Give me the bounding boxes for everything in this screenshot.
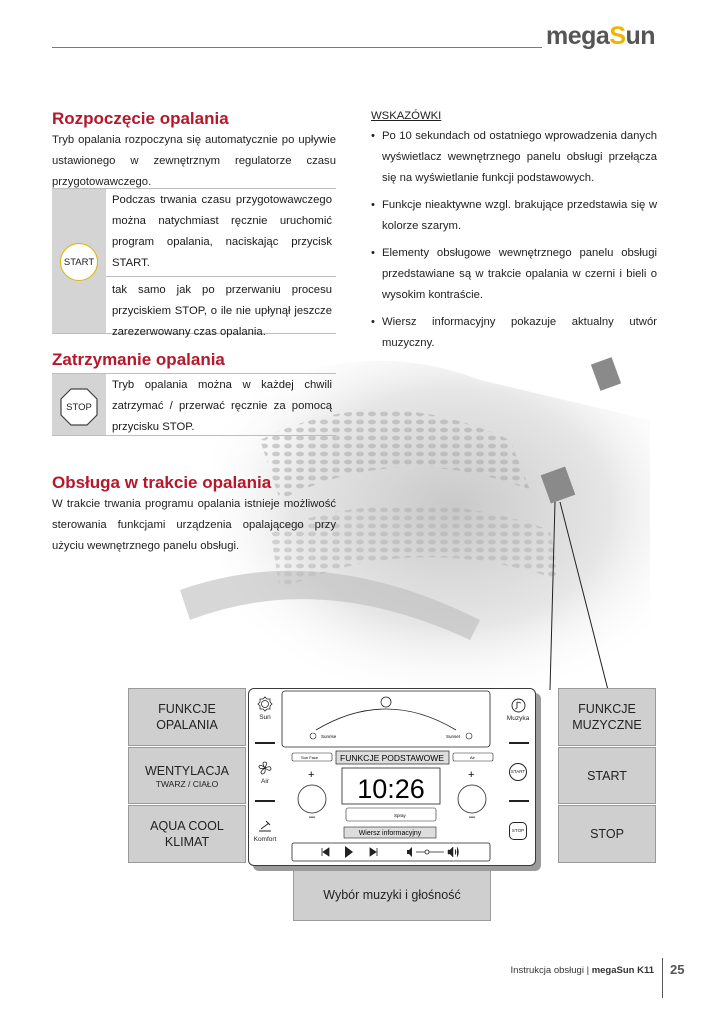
- stop-heading: Zatrzymanie opalania: [52, 350, 225, 369]
- panel-screen: [281, 690, 501, 866]
- plus-left: +: [308, 769, 315, 781]
- brand-logo: megaSun: [546, 22, 656, 50]
- panel-divider: [255, 742, 275, 744]
- info-row: Wiersz informacyjny: [358, 830, 422, 837]
- start-intro: Tryb opalania rozpoczyna się automatycznie po upływie ustawionego w zewnętrznym regulatorze czasu przygotowawczego.: [52, 134, 336, 188]
- panel-start-button[interactable]: START: [505, 763, 531, 781]
- box-wentylacja: WENTYLACJA TWARZ / CIAŁO: [128, 747, 246, 804]
- volume-up-icon: [448, 847, 459, 857]
- page-number: 25: [670, 962, 685, 977]
- play-icon: [345, 846, 353, 858]
- sun-icon: [257, 696, 273, 712]
- box-stop: STOP: [558, 805, 656, 863]
- footer-rule: [662, 958, 663, 998]
- volume-down-icon: [407, 847, 412, 857]
- stop-table-row1: Tryb opalania można w każdej chwili zatrzymać / przerwać ręcznie za pomocą przycisku STOP.: [112, 379, 332, 433]
- start-table-row1: Podczas trwania czasu przygotowawczego można natychmiast ręcznie uruchomić program opalania, naciskając przycisk START.: [112, 194, 332, 269]
- box-start: START: [558, 747, 656, 804]
- start-button-icon: START: [60, 243, 98, 281]
- previous-track-icon: [322, 848, 329, 856]
- footer-text: Instrukcja obsługi | megaSun K11: [510, 965, 654, 976]
- tip-item: • Elementy obsługowe wewnętrznego panelu obsługi przedstawiane są w trakcie opalania w czerni i bieli o wysokim kontraście.: [371, 243, 657, 306]
- panel-divider: [255, 800, 275, 802]
- stop-table: [52, 373, 336, 436]
- tip-item: • Wiersz informacyjny pokazuje aktualny utwór muzyczny.: [371, 312, 657, 354]
- operation-text: W trakcie trwania programu opalania istnieje możliwość sterowania funkcjami urządzenia opalającego przy użyciu wewnętrznego panelu obsługi.: [52, 498, 336, 552]
- header-rule: [52, 47, 542, 48]
- panel-divider: [509, 800, 529, 802]
- tips-heading: WSKAZÓWKI: [371, 110, 442, 122]
- tip-item: • Funkcje nieaktywne wzgl. brakujące przedstawia się w kolorze szarym.: [371, 195, 657, 237]
- sun-arc-icon: [381, 697, 391, 707]
- minus-right: –: [469, 811, 476, 823]
- panel-stop-button[interactable]: STOP: [505, 822, 531, 840]
- sunset-icon: [466, 733, 472, 739]
- box-aqua-cool: AQUA COOL KLIMAT: [128, 805, 246, 863]
- start-table: [52, 188, 336, 338]
- music-button[interactable]: Muzyka: [505, 698, 531, 722]
- sunset-label: Sunset: [446, 734, 461, 739]
- air-button[interactable]: Air: [252, 760, 278, 785]
- komfort-button[interactable]: Komfort: [252, 818, 278, 843]
- box-music-volume: Wybór muzyki i głośność: [293, 869, 491, 921]
- time-display: 10:26: [357, 774, 425, 804]
- tip-item: • Po 10 sekundach od ostatniego wprowadzenia danych wyświetlacz wewnętrznego panelu obsługi przełącza się na wyświetlanie funkcji podstawowych.: [371, 126, 657, 189]
- air-small-label: Air: [470, 755, 475, 760]
- box-funkcje-muzyczne: FUNKCJE MUZYCZNE: [558, 688, 656, 746]
- mode-label: FUNKCJE PODSTAWOWE: [340, 753, 444, 763]
- start-icon-cell: [52, 189, 106, 333]
- volume-slider-handle: [425, 850, 429, 854]
- sun-face-label: Sun Face: [301, 755, 319, 760]
- fan-icon: [257, 760, 273, 776]
- stop-button-icon: [60, 388, 98, 426]
- start-heading: Rozpoczęcie opalania: [52, 109, 229, 128]
- panel-divider: [509, 742, 529, 744]
- svg-text:STOP: STOP: [66, 402, 92, 413]
- air-dial: [458, 785, 486, 813]
- start-table-row2: tak samo jak po przerwaniu procesu przyciskiem STOP, o ile nie upłynął jeszcze zarezerwowany czas opalania.: [112, 284, 332, 338]
- operation-heading: Obsługa w trakcie opalania: [52, 473, 272, 492]
- tips-list: [371, 126, 657, 360]
- next-track-icon: [370, 848, 377, 856]
- box-funkcje-opalania: FUNKCJE OPALANIA: [128, 688, 246, 746]
- stop-icon-cell: [52, 374, 106, 435]
- spray-label: Spray: [394, 813, 406, 818]
- sun-face-dial: [298, 785, 326, 813]
- sunrise-label: Sunrise: [321, 734, 337, 739]
- music-icon: [511, 698, 526, 713]
- minus-left: –: [309, 811, 316, 823]
- sun-button[interactable]: Sun: [252, 696, 278, 721]
- sunrise-icon: [310, 733, 316, 739]
- comfort-icon: [257, 818, 273, 834]
- plus-right: +: [468, 769, 475, 781]
